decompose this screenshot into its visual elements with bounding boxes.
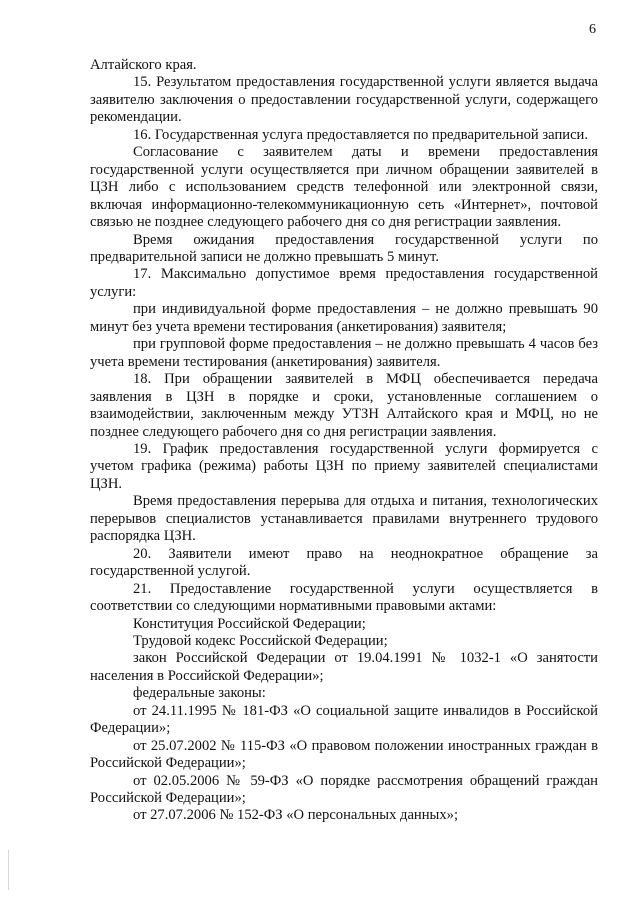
act-employment-law: закон Российской Федерации от 19.04.1991 № 1032-1 «О занятости населения в Российской Федерации»; <box>90 650 598 684</box>
paragraph-agreement: Согласование с заявителем даты и времени предоставления государственной услуги осуществляется при личном обращении заявителей в ЦЗН либо с использованием средств телефонной или электронной связи, включая информационно-телекоммуникационную сеть «Интернет», почтовой связью не позднее следующего рабочего дня со дня регистрации заявления. <box>90 144 598 231</box>
paragraph-18: 18. При обращении заявителей в МФЦ обеспечивается передача заявления в ЦЗН в порядке и сроки, установленные соглашением о взаимодействии, заключенным между УТЗН Алтайского края и МФЦ, но не позднее следующего рабочего дня со дня регистрации заявления. <box>90 371 598 440</box>
document-body <box>90 57 598 825</box>
scan-edge-mark <box>8 850 9 890</box>
paragraph-15: 15. Результатом предоставления государственной услуги является выдача заявителю заключения о предоставлении государственной услуги, содержащего рекомендации. <box>90 74 598 126</box>
paragraph-individual-form: при индивидуальной форме предоставления – не должно превышать 90 минут без учета времени тестирования (анкетирования) заявителя; <box>90 301 598 335</box>
act-constitution: Конституция Российской Федерации; <box>133 615 366 632</box>
paragraph-21: 21. Предоставление государственной услуги осуществляется в соответствии со следующими нормативными правовыми актами: <box>90 580 598 615</box>
paragraph-waiting-time: Время ожидания предоставления государственной услуги по предварительной записи не должно превышать 5 минут. <box>90 231 598 265</box>
paragraph-17: 17. Максимально допустимое время предоставления государственной услуги: <box>90 266 598 300</box>
act-federal-laws-heading: федеральные законы: <box>133 685 266 702</box>
act-115-fz: от 25.07.2002 № 115-ФЗ «О правовом положении иностранных граждан в Российской Федерации»; <box>90 737 598 772</box>
act-59-fz: от 02.05.2006 № 59-ФЗ «О порядке рассмотрения обращений граждан Российской Федерации»; <box>90 772 598 807</box>
paragraph-continuation: Алтайского края. <box>90 57 197 73</box>
paragraph-19: 19. График предоставления государственной услуги формируется с учетом графика (режима) работы ЦЗН по приему заявителей специалистами ЦЗН. <box>90 440 598 492</box>
paragraph-20: 20. Заявители имеют право на неоднократное обращение за государственной услугой. <box>90 545 598 580</box>
act-labor-code: Трудовой кодекс Российской Федерации; <box>133 632 388 649</box>
page-number: 6 <box>589 22 596 37</box>
paragraph-break-time: Время предоставления перерыва для отдыха и питания, технологических перерывов специалистов устанавливается правилами внутреннего трудового распорядка ЦЗН. <box>90 493 598 545</box>
act-152-fz: от 27.07.2006 № 152-ФЗ «О персональных данных»; <box>133 807 458 824</box>
paragraph-group-form: при групповой форме предоставления – не должно превышать 4 часов без учета времени тестирования (анкетирования) заявителя. <box>90 336 598 370</box>
act-181-fz: от 24.11.1995 № 181-ФЗ «О социальной защите инвалидов в Российской Федерации»; <box>90 702 598 737</box>
paragraph-16: 16. Государственная услуга предоставляется по предварительной записи. <box>133 126 588 143</box>
